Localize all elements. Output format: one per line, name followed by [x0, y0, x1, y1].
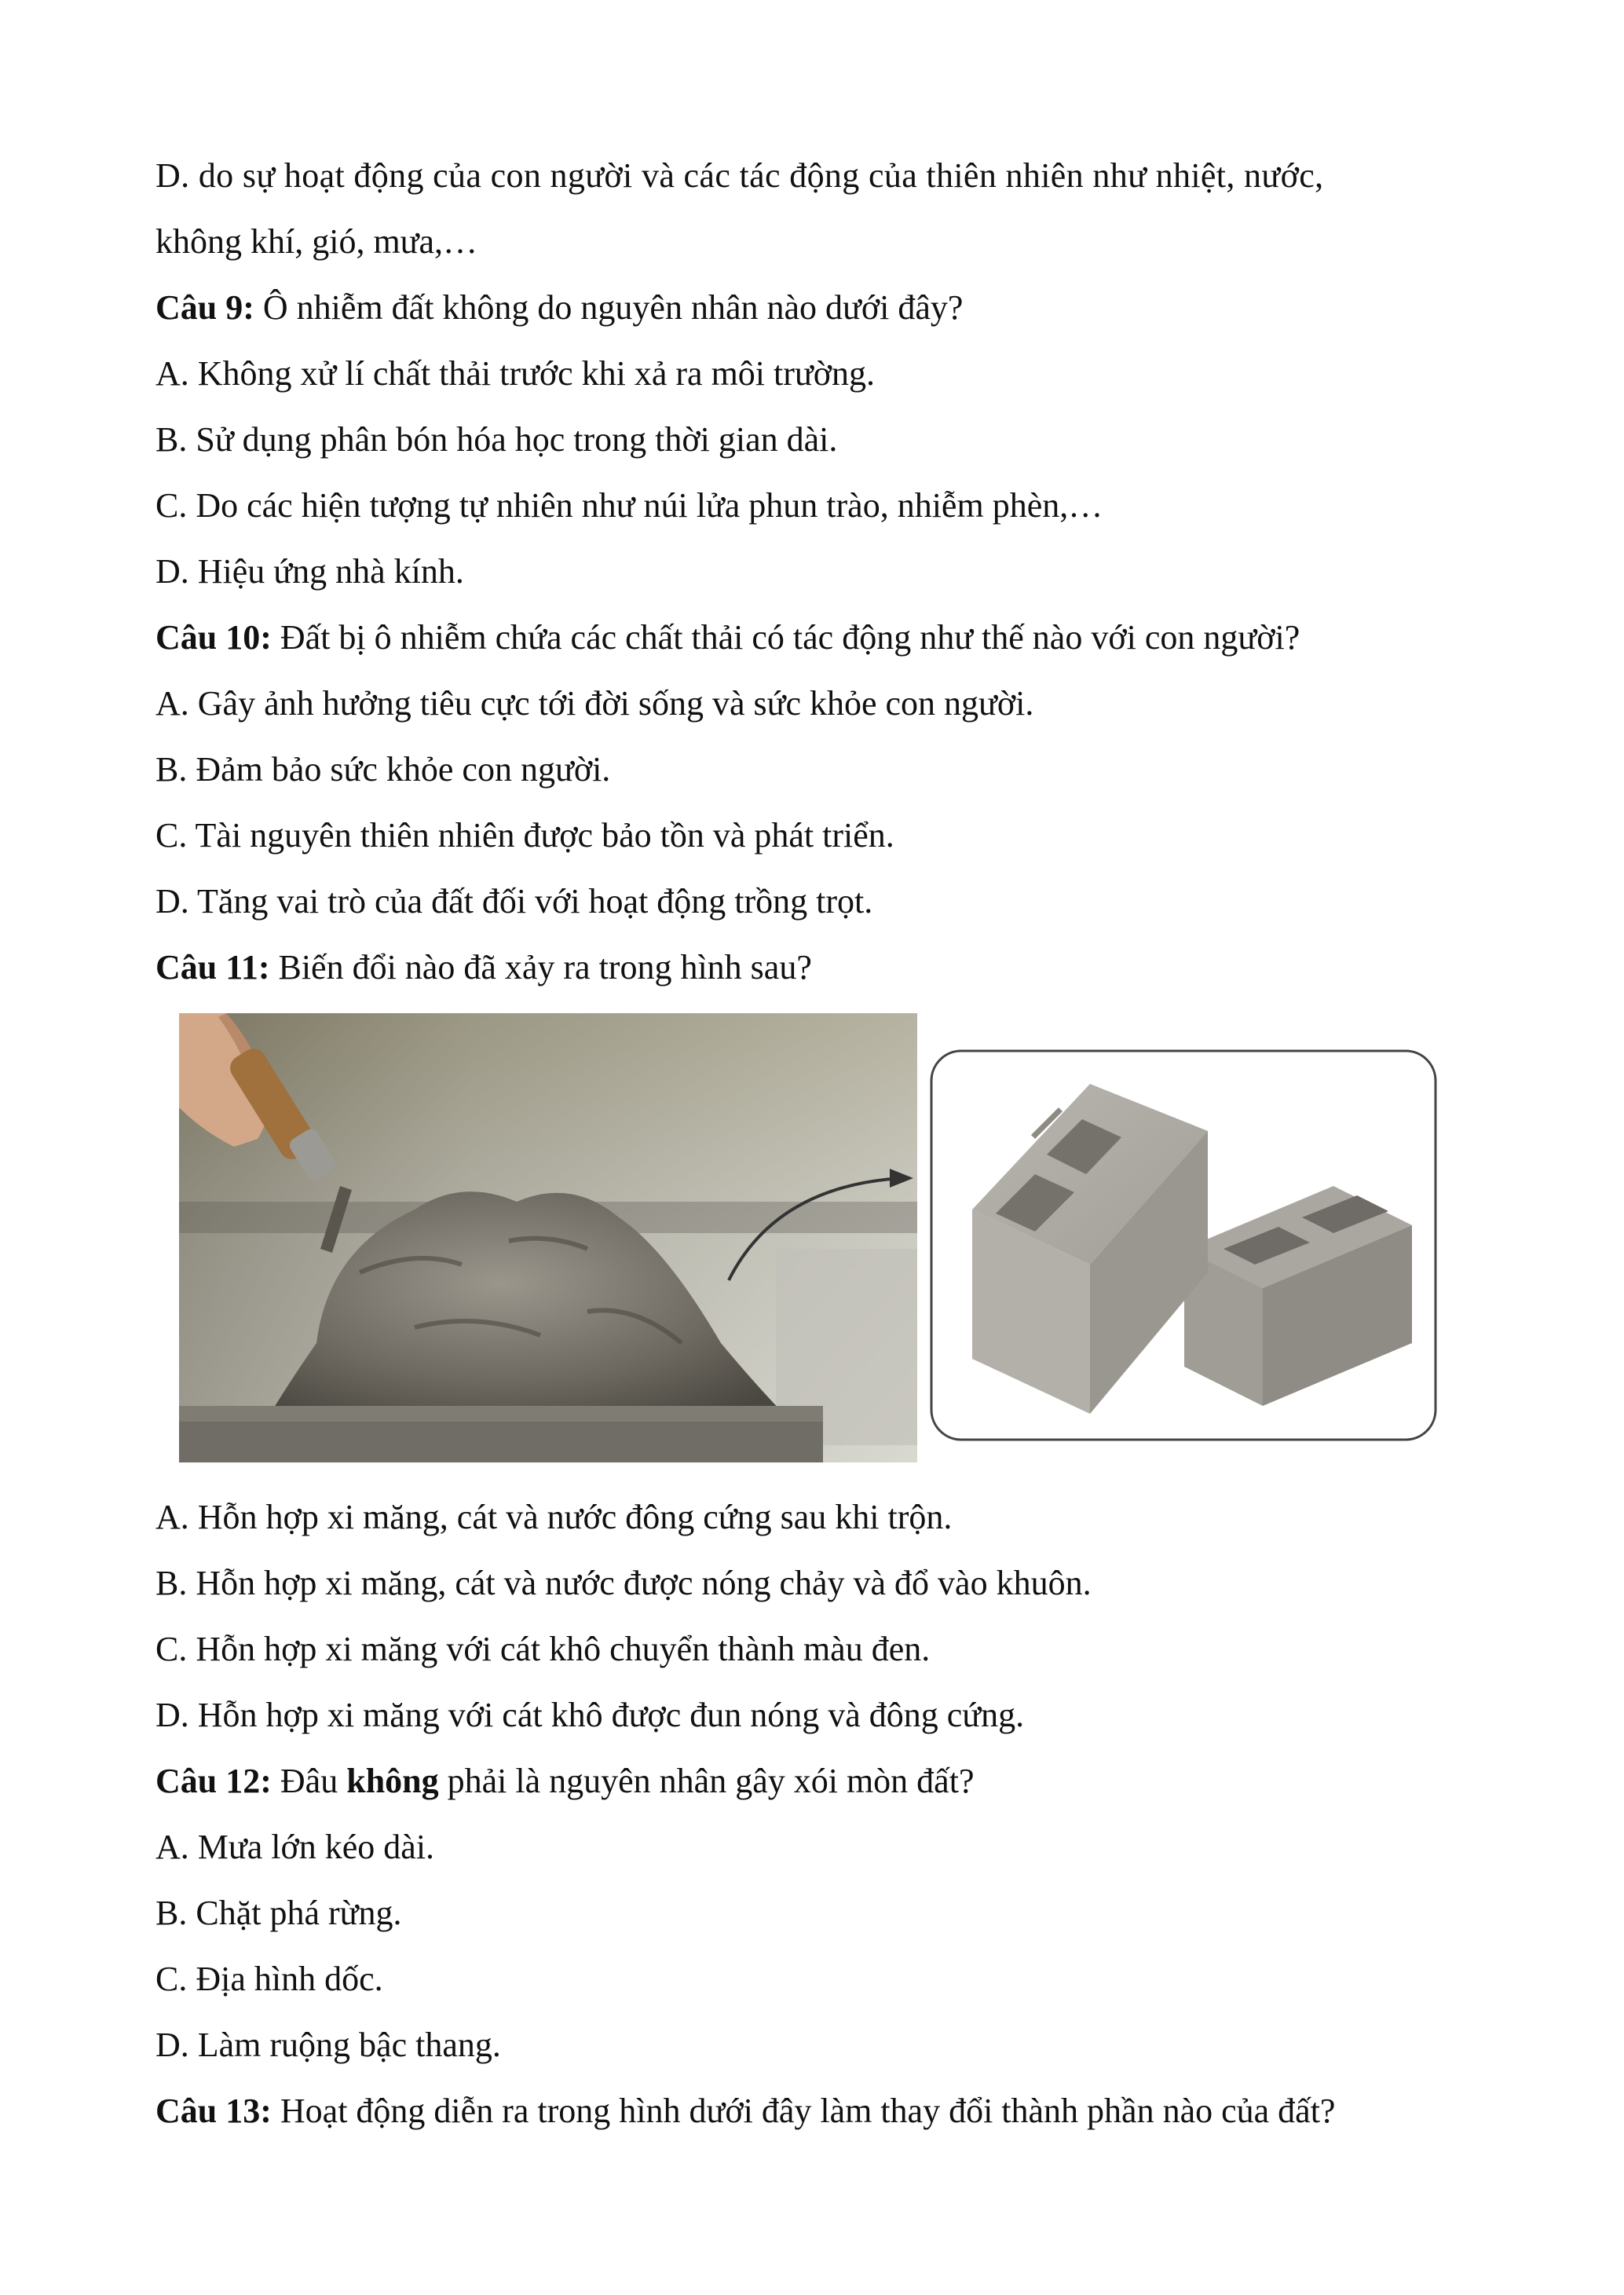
question-10-label: Câu 10: [155, 618, 272, 657]
q8-option-d-line1: D. do sự hoạt động của con người và các tác động của thiên nhiên như nhiệt, nước, [155, 156, 1324, 195]
q11-option-d: D. Hỗn hợp xi măng với cát khô được đun nóng và đông cứng. [155, 1696, 1025, 1734]
q8-option-d-line2: không khí, gió, mưa,… [155, 222, 478, 261]
question-10-text: Đất bị ô nhiễm chứa các chất thải có tác động như thế nào với con người? [271, 618, 1300, 657]
question-12-emphasis: không [346, 1762, 439, 1800]
q12-option-d: D. Làm ruộng bậc thang. [155, 2026, 501, 2064]
question-10 [155, 616, 1300, 660]
cement-to-brick-figure [179, 1013, 1473, 1462]
q12-option-a: A. Mưa lớn kéo dài. [155, 1828, 435, 1866]
question-9 [155, 286, 963, 330]
q10-option-c: C. Tài nguyên thiên nhiên được bảo tồn và phát triển. [155, 816, 894, 855]
q9-option-c: C. Do các hiện tượng tự nhiên như núi lửa phun trào, nhiễm phèn,… [155, 486, 1103, 525]
question-11-label: Câu 11: [155, 948, 270, 986]
q9-option-d: D. Hiệu ứng nhà kính. [155, 552, 464, 591]
question-12 [155, 1759, 974, 1803]
question-13 [155, 2089, 1335, 2133]
q11-option-a: A. Hỗn hợp xi măng, cát và nước đông cứng sau khi trộn. [155, 1498, 953, 1536]
q10-option-b: B. Đảm bảo sức khỏe con người. [155, 750, 611, 789]
q11-option-b: B. Hỗn hợp xi măng, cát và nước được nóng chảy và đổ vào khuôn. [155, 1564, 1092, 1602]
q10-option-d: D. Tăng vai trò của đất đối với hoạt động trồng trọt. [155, 882, 873, 921]
question-13-label: Câu 13: [155, 2092, 272, 2130]
question-12-pre: Đâu [271, 1762, 347, 1800]
question-12-label: Câu 12: [155, 1762, 272, 1800]
question-11 [155, 946, 812, 990]
question-13-text: Hoạt động diễn ra trong hình dưới đây làm thay đổi thành phần nào của đất? [271, 2092, 1336, 2130]
q9-option-a: A. Không xử lí chất thải trước khi xả ra môi trường. [155, 354, 876, 393]
q12-option-c: C. Địa hình dốc. [155, 1960, 383, 1998]
q10-option-a: A. Gây ảnh hưởng tiêu cực tới đời sống và sức khỏe con người. [155, 684, 1034, 723]
q11-option-c: C. Hỗn hợp xi măng với cát khô chuyển thành màu đen. [155, 1630, 931, 1668]
question-9-text: Ô nhiễm đất không do nguyên nhân nào dưới đây? [254, 288, 964, 327]
q12-option-b: B. Chặt phá rừng. [155, 1894, 402, 1932]
q9-option-b: B. Sử dụng phân bón hóa học trong thời gian dài. [155, 420, 838, 459]
question-12-post: phải là nguyên nhân gây xói mòn đất? [438, 1762, 975, 1800]
question-9-label: Câu 9: [155, 288, 254, 327]
question-11-text: Biến đổi nào đã xảy ra trong hình sau? [269, 948, 812, 986]
